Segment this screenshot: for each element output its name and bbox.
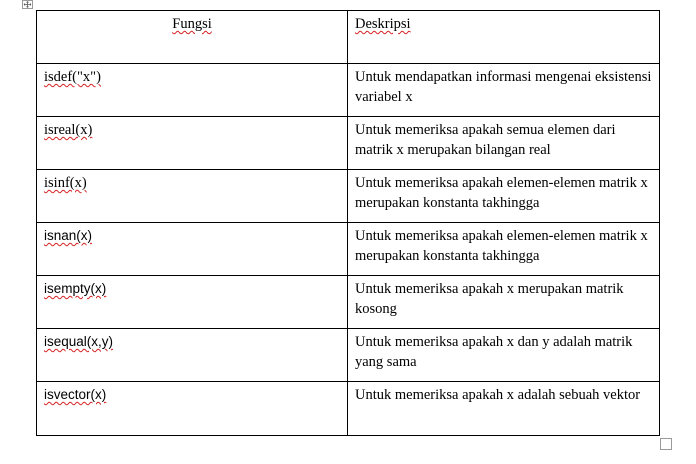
function-name: isvector(x) [44,387,107,402]
function-name: isreal(x) [44,122,93,138]
header-cell-function[interactable] [37,11,348,64]
function-cell[interactable] [37,382,348,436]
table-move-handle[interactable] [22,0,33,9]
table-row [37,223,660,276]
header-cell-description[interactable] [348,11,660,64]
table-row [37,329,660,382]
function-description: Untuk memeriksa apakah elemen-elemen matrik x merupakan konstanta takhingga [355,175,648,211]
table-header-row [37,11,660,64]
function-cell[interactable] [37,276,348,329]
function-name: isempty(x) [44,281,107,296]
function-name: isdef("x") [44,69,101,85]
table-row [37,64,660,117]
table-resize-handle[interactable] [660,438,672,450]
description-cell[interactable] [348,382,660,436]
header-function-label: Fungsi [172,16,212,32]
function-description: Untuk memeriksa apakah x merupakan matrik kosong [355,281,624,317]
function-name: isnan(x) [44,228,93,243]
function-description: Untuk memeriksa apakah semua elemen dari matrik x merupakan bilangan real [355,122,616,158]
function-cell[interactable] [37,117,348,170]
function-description: Untuk mendapatkan informasi mengenai eksistensi variabel x [355,69,652,105]
function-name: isequal(x,y) [44,334,114,349]
header-description-label: Deskripsi [355,16,411,32]
function-description: Untuk memeriksa apakah x adalah sebuah vektor [355,387,641,403]
description-cell[interactable] [348,170,660,223]
description-cell[interactable] [348,117,660,170]
function-description: Untuk memeriksa apakah elemen-elemen matrik x merupakan konstanta takhingga [355,228,648,264]
function-name: isinf(x) [44,175,87,191]
description-cell[interactable] [348,223,660,276]
description-cell[interactable] [348,64,660,117]
description-cell[interactable] [348,329,660,382]
table-row [37,117,660,170]
function-cell[interactable] [37,223,348,276]
function-cell[interactable] [37,170,348,223]
table-row [37,170,660,223]
move-arrows-icon [23,1,32,8]
function-cell[interactable] [37,329,348,382]
table-row [37,382,660,436]
description-cell[interactable] [348,276,660,329]
table-row [37,276,660,329]
functions-table [36,10,660,436]
function-description: Untuk memeriksa apakah x dan y adalah matrik yang sama [355,334,633,370]
function-cell[interactable] [37,64,348,117]
